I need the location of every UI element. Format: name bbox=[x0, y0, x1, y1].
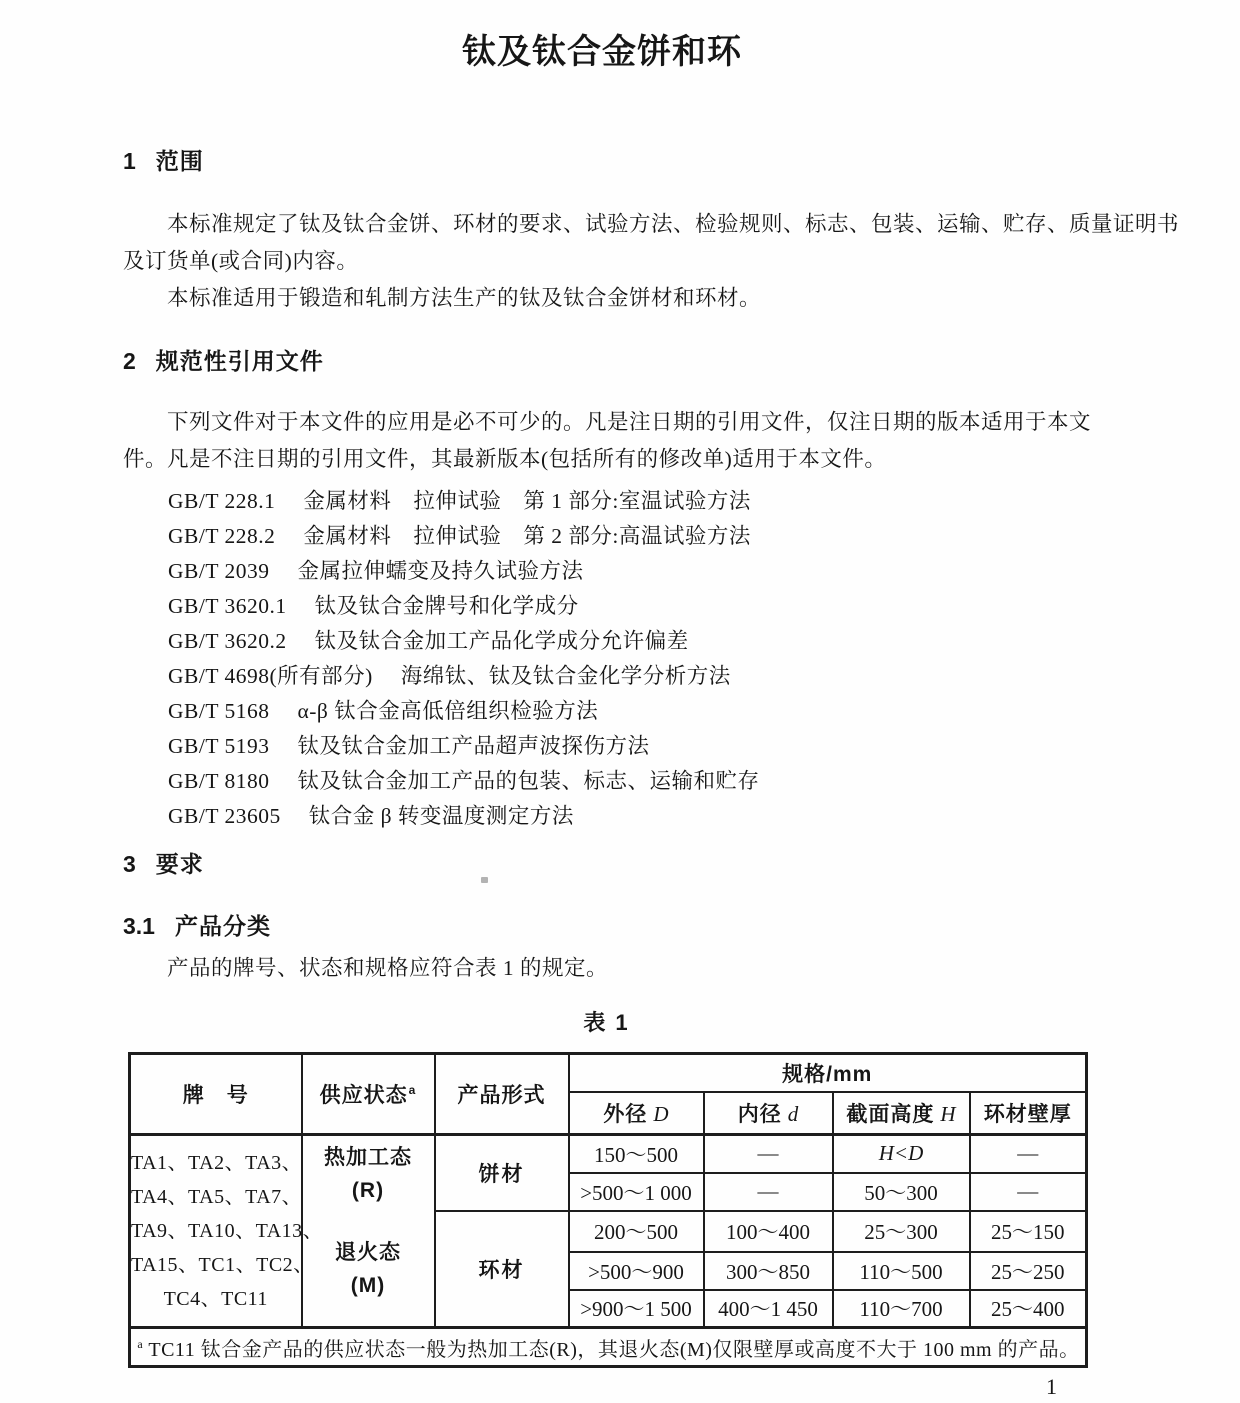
paragraph-line: 及订货单(或合同)内容。 bbox=[123, 249, 359, 273]
reference-title: 金属拉伸蠕变及持久试验方法 bbox=[297, 559, 584, 583]
reference-code: GB/T 228.2 bbox=[168, 524, 276, 548]
reference-code: GB/T 2039 bbox=[168, 559, 270, 583]
section-1-number: 1 bbox=[123, 148, 136, 174]
table-1-caption: 表 1 bbox=[583, 1010, 630, 1035]
paragraph-line: 件。凡是不注日期的引用文件，其最新版本(包括所有的修改单)适用于本文件。 bbox=[123, 447, 887, 471]
grade-line: TA9、TA10、TA13、 bbox=[131, 1220, 324, 1242]
section-2-number: 2 bbox=[123, 348, 136, 374]
product-form-cake: 饼材 bbox=[435, 1135, 569, 1211]
grade-line: TA15、TC1、TC2、 bbox=[131, 1254, 314, 1276]
cell-height: 25～300 bbox=[833, 1211, 970, 1252]
footnote-mark: a bbox=[137, 1336, 144, 1351]
col-header-ring-wall: 环材壁厚 bbox=[970, 1092, 1087, 1135]
scan-speck bbox=[481, 877, 488, 883]
paragraph-line: 本标准适用于锻造和轧制方法生产的钛及钛合金饼材和环材。 bbox=[167, 286, 762, 310]
section-1-title: 范围 bbox=[155, 148, 204, 174]
reference-item bbox=[168, 694, 1123, 729]
supply-state-label: 供应状态 bbox=[319, 1084, 408, 1107]
reference-title: 钛及钛合金牌号和化学成分 bbox=[314, 594, 579, 618]
reference-item bbox=[168, 764, 1123, 799]
table-row bbox=[130, 1135, 1087, 1173]
supply-state-cell bbox=[302, 1135, 435, 1328]
reference-title: 钛及钛合金加工产品的包装、标志、运输和贮存 bbox=[297, 769, 760, 793]
reference-title: 金属材料 拉伸试验 第 1 部分:室温试验方法 bbox=[303, 489, 751, 513]
reference-title: 海绵钛、钛及钛合金化学分析方法 bbox=[400, 664, 731, 688]
col-header-supply-state bbox=[302, 1054, 435, 1135]
supply-state-hot-worked bbox=[303, 1136, 434, 1212]
cell-inner: 300～850 bbox=[704, 1252, 833, 1290]
reference-code: GB/T 4698(所有部分) bbox=[168, 664, 373, 688]
reference-code: GB/T 5193 bbox=[168, 734, 270, 758]
reference-code: GB/T 3620.2 bbox=[168, 629, 287, 653]
section-3-1-body bbox=[123, 950, 1123, 987]
reference-code: GB/T 8180 bbox=[168, 769, 270, 793]
cell-wall: 25～250 bbox=[970, 1252, 1087, 1290]
cell-height: H<D bbox=[833, 1135, 970, 1173]
cell-inner: — bbox=[704, 1173, 833, 1211]
section-height-label: 截面高度 bbox=[846, 1103, 935, 1126]
reference-code: GB/T 23605 bbox=[168, 804, 281, 828]
inner-diameter-label: 内径 bbox=[737, 1103, 782, 1126]
reference-list bbox=[123, 484, 1123, 834]
section-2-title: 规范性引用文件 bbox=[155, 348, 324, 374]
cell-inner: 400～1 450 bbox=[704, 1290, 833, 1328]
outer-diameter-symbol: D bbox=[653, 1102, 669, 1126]
table-1 bbox=[128, 1052, 1088, 1368]
cell-wall: 25～400 bbox=[970, 1290, 1087, 1328]
cell-outer: 200～500 bbox=[569, 1211, 704, 1252]
col-header-grade: 牌 号 bbox=[130, 1054, 302, 1135]
cell-wall: — bbox=[970, 1135, 1087, 1173]
cell-height: 110～700 bbox=[833, 1290, 970, 1328]
footnote-text: TC11 钛合金产品的供应状态一般为热加工态(R)，其退火态(M)仅限壁厚或高度不大于 100 mm 的产品。 bbox=[148, 1338, 1080, 1361]
col-header-inner-diameter bbox=[704, 1092, 833, 1135]
reference-item bbox=[168, 554, 1123, 589]
section-3-number: 3 bbox=[123, 851, 136, 877]
col-header-spec-group: 规格/mm bbox=[569, 1054, 1087, 1093]
section-2-body bbox=[123, 404, 1123, 834]
supply-state-stack bbox=[303, 1136, 434, 1326]
supply-state-annealed bbox=[303, 1212, 434, 1326]
paragraph-line: 本标准规定了钛及钛合金饼、环材的要求、试验方法、检验规则、标志、包装、运输、贮存、质量证明书 bbox=[167, 212, 1180, 236]
section-3-1-title: 产品分类 bbox=[174, 913, 271, 939]
cell-height: 110～500 bbox=[833, 1252, 970, 1290]
reference-title: 钛合金 β 转变温度测定方法 bbox=[308, 804, 574, 828]
paragraph-line: 下列文件对于本文件的应用是必不可少的。凡是注日期的引用文件，仅注日期的版本适用于本文 bbox=[167, 410, 1092, 434]
cell-outer: 150～500 bbox=[569, 1135, 704, 1173]
cell-height: 50～300 bbox=[833, 1173, 970, 1211]
state-code: (R) bbox=[351, 1179, 385, 1202]
reference-title: 钛及钛合金加工产品化学成分允许偏差 bbox=[314, 629, 689, 653]
state-name: 热加工态 bbox=[324, 1146, 412, 1169]
cell-inner: 100～400 bbox=[704, 1211, 833, 1252]
table-footnote bbox=[130, 1328, 1087, 1367]
section-height-symbol: H bbox=[940, 1102, 956, 1126]
state-name: 退火态 bbox=[335, 1241, 401, 1264]
reference-item bbox=[168, 799, 1123, 834]
reference-code: GB/T 3620.1 bbox=[168, 594, 287, 618]
paragraph-line: 产品的牌号、状态和规格应符合表 1 的规定。 bbox=[167, 956, 609, 980]
section-3-1-heading bbox=[123, 908, 271, 941]
table-footnote-row bbox=[130, 1328, 1087, 1367]
reference-code: GB/T 5168 bbox=[168, 699, 270, 723]
section-3-1-number: 3.1 bbox=[123, 913, 155, 939]
cell-outer: >500～1 000 bbox=[569, 1173, 704, 1211]
inner-diameter-symbol: d bbox=[787, 1102, 799, 1126]
grade-line: TC4、TC11 bbox=[163, 1288, 268, 1310]
page-title: 钛及钛合金饼和环 bbox=[462, 34, 742, 71]
cell-wall: — bbox=[970, 1173, 1087, 1211]
grade-line: TA1、TA2、TA3、 bbox=[131, 1152, 303, 1174]
cell-outer: >900～1 500 bbox=[569, 1290, 704, 1328]
section-1-body bbox=[123, 206, 1180, 317]
reference-title: 金属材料 拉伸试验 第 2 部分:高温试验方法 bbox=[303, 524, 751, 548]
col-header-outer-diameter bbox=[569, 1092, 704, 1135]
col-header-product-form: 产品形式 bbox=[435, 1054, 569, 1135]
product-form-ring: 环材 bbox=[435, 1211, 569, 1328]
section-3-title: 要求 bbox=[155, 851, 204, 877]
section-3-heading bbox=[123, 846, 204, 879]
state-code: (M) bbox=[350, 1274, 386, 1297]
reference-code: GB/T 228.1 bbox=[168, 489, 276, 513]
supply-state-footnote-mark: a bbox=[408, 1083, 417, 1097]
reference-item bbox=[168, 659, 1123, 694]
cell-inner: — bbox=[704, 1135, 833, 1173]
cell-wall: 25～150 bbox=[970, 1211, 1087, 1252]
reference-item bbox=[168, 624, 1123, 659]
section-1-heading bbox=[123, 143, 204, 176]
cell-outer: >500～900 bbox=[569, 1252, 704, 1290]
reference-item bbox=[168, 589, 1123, 624]
col-header-section-height bbox=[833, 1092, 970, 1135]
reference-title: α-β 钛合金高低倍组织检验方法 bbox=[297, 699, 599, 723]
reference-title: 钛及钛合金加工产品超声波探伤方法 bbox=[297, 734, 650, 758]
section-2-heading bbox=[123, 343, 324, 376]
outer-diameter-label: 外径 bbox=[603, 1103, 648, 1126]
reference-item bbox=[168, 729, 1123, 764]
reference-item bbox=[168, 519, 1123, 554]
reference-item bbox=[168, 484, 1123, 519]
grade-cell bbox=[130, 1135, 324, 1328]
grade-line: TA4、TA5、TA7、 bbox=[131, 1186, 303, 1208]
page-number: 1 bbox=[1046, 1374, 1057, 1399]
